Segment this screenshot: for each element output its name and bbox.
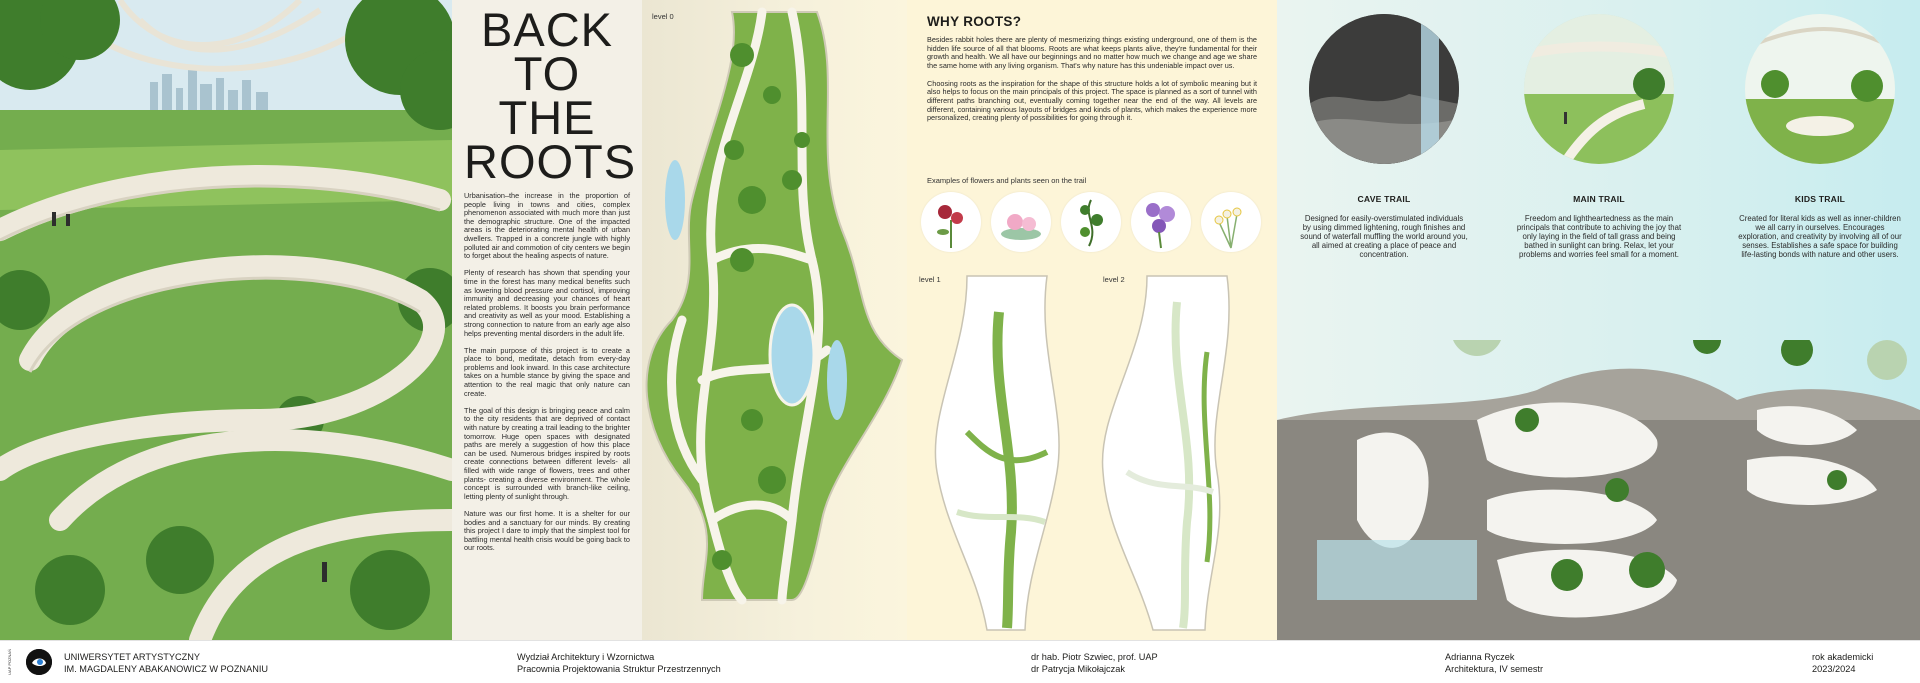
university-line-2: IM. MAGDALENY ABAKANOWICZ W POZNANIU (64, 664, 269, 674)
intro-paragraph: The main purpose of this project is to create a place to bond, meditate, detach from every-day problems and look inward. In this case architecture takes on a humble stance by giving the space and attention to the real magic that only nature can create. (464, 345, 630, 398)
faculty-name (517, 651, 721, 675)
title-line-2: TO THE (498, 47, 596, 144)
university-logo-icon (26, 649, 52, 675)
flower-circle (921, 192, 981, 252)
level-1-label: level 1 (919, 275, 941, 284)
kids-trail-description: Created for literal kids as well as inner-children we all carry in ourselves. Encourages exploration, and creativity by involving all of our senses. Establishes a safe space for building life-lasting bonds with nature and other users. (1738, 214, 1902, 259)
intro-text (464, 192, 630, 553)
main-trail-image (1524, 14, 1674, 164)
supervisor-line-1: dr hab. Piotr Szwiec, prof. UAP (1031, 652, 1158, 662)
why-paragraph: Choosing roots as the inspiration for the shape of this structure holds a lot of symbolic meaning but it also helps to focus on the main principals of this project. The space is planned as a sort of tunnel with different paths branching out, eventually coming together near the end of the way. All levels are different, containing various layouts of bridges and kinds of plants, which makes the experience more personalized, creating plenty of possibilities for going through it. (927, 78, 1257, 123)
flower-circle (1131, 192, 1191, 252)
author (1445, 651, 1543, 675)
main-trail-illustration (1524, 14, 1674, 164)
chamomile-icon (1201, 192, 1261, 252)
poster-title (464, 3, 637, 188)
intro-paragraph: Nature was our first home. It is a shelter for our bodies and a sanctuary for our minds. By creating this project I dare to imply that the simplest tool for battling mental health crisis would be going back to our roots. (464, 508, 630, 553)
flower-circle (1061, 192, 1121, 252)
year-line-2: 2023/2024 (1812, 664, 1856, 674)
kids-trail-image (1745, 14, 1895, 164)
level-plans (907, 272, 1277, 632)
university-line-1: UNIWERSYTET ARTYSTYCZNY (64, 652, 200, 662)
intro-paragraph: Urbanisation–the increase in the proportion of people living in towns and cities, complex phenomenon associated with much more than just the demographic structure. One of the impacted areas is the deteriorating mental health of urban dwellers. Trapped in a concrete jungle with highly polluted air and commotion of city centers we begin to forget about the healing aspects of nature. (464, 191, 630, 261)
level-1-map (935, 276, 1059, 630)
main-trail-title: MAIN TRAIL (1573, 194, 1625, 204)
year-line-1: rok akademicki (1812, 652, 1874, 662)
main-trail-description: Freedom and lightheartedness as the main principals that contribute to achiving the joy that only laying in the field of tall grass and being bathed in sunlight can bring. Relax, let your problems and worries feel small for a moment. (1516, 214, 1682, 259)
pink-lotus-icon (991, 192, 1051, 252)
kids-trail-illustration (1745, 14, 1895, 164)
title-line-3: ROOTS (464, 135, 637, 188)
flower-circle (991, 192, 1051, 252)
ivy-icon (1061, 192, 1121, 252)
cave-trail-image (1309, 14, 1459, 164)
author-line-2: Architektura, IV semestr (1445, 664, 1544, 674)
kids-trail-title: KIDS TRAIL (1794, 194, 1846, 204)
supervisors (1031, 651, 1158, 675)
level-0-plan (642, 0, 907, 640)
title-line-1: BACK (481, 3, 613, 56)
flower-circle (1201, 192, 1261, 252)
level-0-map (642, 0, 907, 640)
supervisor-line-2: dr Patrycja Mikołajczak (1031, 664, 1125, 674)
logo-caption: UAP POZNAŃ (7, 649, 12, 675)
flower-examples (921, 192, 1271, 256)
cave-trail-description: Designed for easily-overstimulated individuals by using dimmed lightening, rough finishes and sound of waterfall muffling the world around you, all aimed at creating a place of peace and concentration. (1300, 214, 1468, 259)
trails-section (1277, 0, 1920, 640)
faculty-line-2: Pracownia Projektowania Struktur Przestrzennych (517, 664, 721, 674)
faculty-line-1: Wydział Architektury i Wzornictwa (517, 652, 655, 662)
hero-illustration (0, 0, 452, 640)
why-roots-section (907, 0, 1277, 640)
why-roots-heading: WHY ROOTS? (927, 14, 1022, 29)
intro-paragraph: The goal of this design is bringing peace and calm to the city residents that are deprived of contact with nature by creating a trail leading to the brighter tomorrow. Huge open spaces with designated paths are merely a suggestion of how this place can be used. Numerous bridges inspired by roots create connections between different levels- all filled with wide range of flowers, trees and other plants- creating a diverse environment. The whole concept is surrounded with branch-like ceiling, letting plenty of sunlight through. (464, 405, 630, 501)
hero-rendering (0, 0, 452, 640)
flowers-label: Examples of flowers and plants seen on the trail (927, 176, 1087, 185)
footer (0, 640, 1920, 683)
red-flower-icon (921, 192, 981, 252)
why-roots-text (927, 36, 1257, 132)
academic-year (1812, 651, 1873, 675)
intro-column (452, 0, 642, 640)
intro-paragraph: Plenty of research has shown that spending your time in the forest has many medical benefits such as lowering blood pressure and cortisol, improving immunity and decreasing your chances of heart related problems. It boosts you brain performance and creativity as well as your mood. Establishing a strong connection to nature from an early age also helps preventing mental disorders in the adult life. (464, 268, 630, 338)
level-2-label: level 2 (1103, 275, 1125, 284)
university-name (64, 651, 268, 675)
trail-section-drawing (1277, 340, 1920, 640)
surface-trees (1451, 340, 1907, 380)
why-paragraph: Besides rabbit holes there are plenty of mesmerizing things existing underground, one of them is the hidden life source of all that blooms. Roots are what keeps plants alive, they're fundamental for their growth and health. We all have our beginnings and no matter how much we change and age we share the same home with any living organism. That's why nature has this undeniable impact over us. (927, 35, 1257, 71)
level-2-map (1103, 276, 1230, 630)
author-line-1: Adrianna Ryczek (1445, 652, 1515, 662)
level-0-label: level 0 (652, 12, 674, 21)
cave-trail-title: CAVE TRAIL (1357, 194, 1411, 204)
cave-trail-illustration (1309, 14, 1459, 164)
violet-flower-icon (1131, 192, 1191, 252)
